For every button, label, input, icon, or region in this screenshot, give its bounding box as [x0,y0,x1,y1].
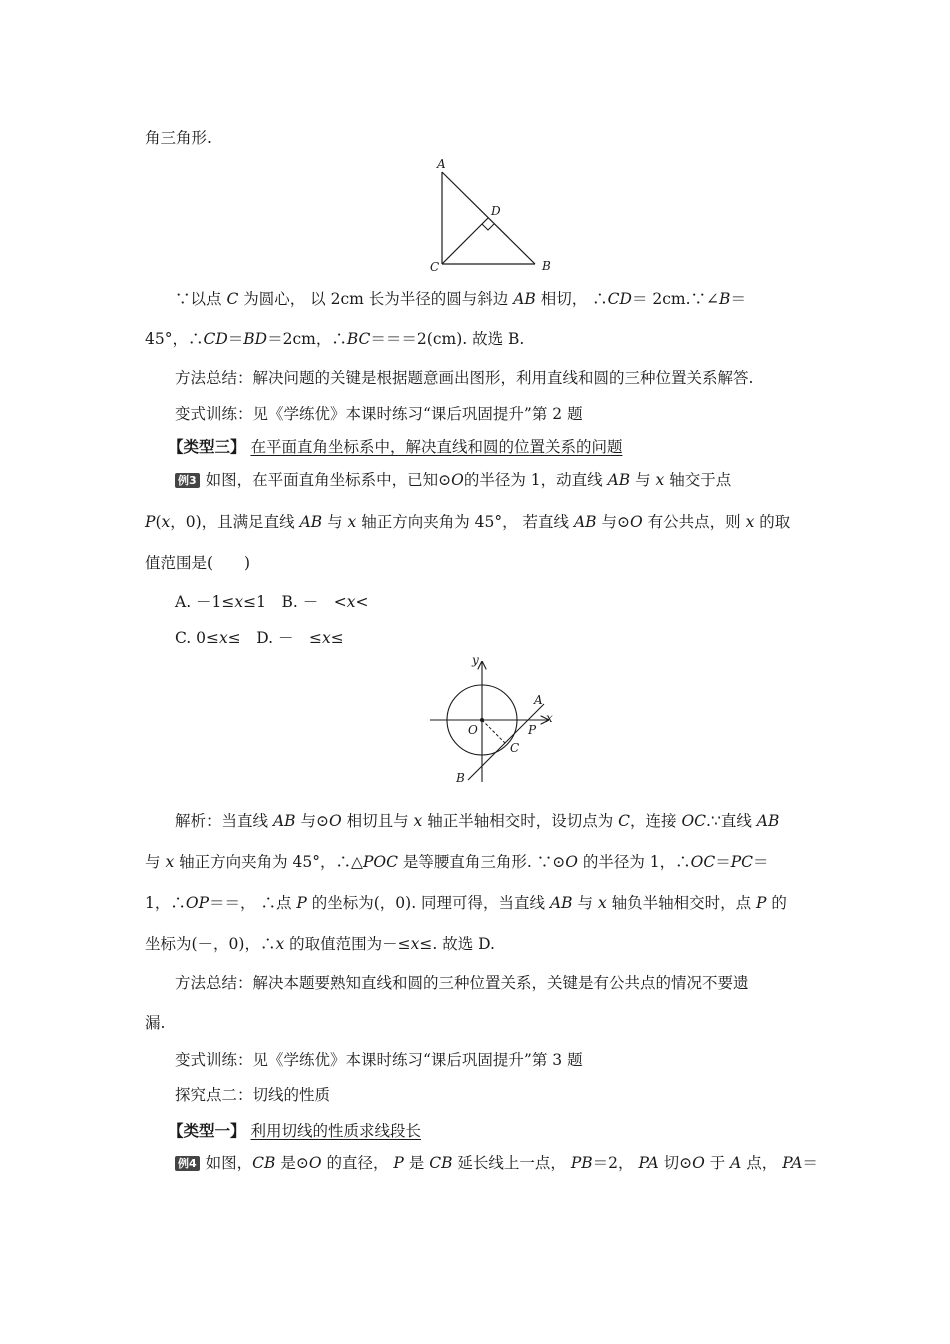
example-3-line: P(x，0)，且满足直线 AB 与 x 轴正方向夹角为 45°， 若直线 AB 与⊙O 有公共点，则 x 的取 [145,513,791,531]
type-heading: 【类型一】 利用切线的性质求线段长 [168,1121,421,1140]
label-C: C [430,260,440,274]
label-A: A [437,157,446,171]
type-heading: 【类型三】 在平面直角坐标系中，解决直线和圆的位置关系的问题 [168,437,623,456]
label-B: B [542,259,551,273]
label-P: P [528,723,537,737]
explore-point: 探究点二：切线的性质 [175,1086,331,1104]
analysis-line: 解析：当直线 AB 与⊙O 相切且与 x 轴正半轴相交时，设切点为 C，连接 OC.∵直线 AB [175,812,780,830]
solution-line: 45°，∴CD＝BD＝2cm，∴BC＝＝＝2(cm). 故选 B. [145,330,525,348]
variant-training: 变式训练：见《学练优》本课时练习“课后巩固提升”第 2 题 [175,405,583,423]
label-B: B [456,771,465,785]
solution-line: ∵以点 C 为圆心， 以 2cm 长为半径的圆与斜边 AB 相切， ∴CD＝ 2cm.∵∠B＝ [175,290,746,308]
analysis-line: 坐标为(－，0)，∴x 的取值范围为－≤x≤. 故选 D. [145,935,495,953]
label-A: A [534,693,543,707]
label-O: O [468,723,478,737]
label-x: x [546,711,553,725]
label-C: C [510,741,520,755]
text-line: 角三角形. [145,129,212,147]
options-ab: A. －1≤x≤1 B. － <x< [175,593,369,611]
example-3-line: 值范围是( ) [145,554,251,572]
analysis-line: 1，∴OP＝＝， ∴点 P 的坐标为(，0). 同理可得，当直线 AB 与 x 轴负半轴相交时，点 P 的 [145,894,787,912]
label-D: D [491,204,501,218]
method-summary: 方法总结：解决问题的关键是根据题意画出图形，利用直线和圆的三种位置关系解答. [175,369,754,387]
variant-training: 变式训练：见《学练优》本课时练习“课后巩固提升”第 3 题 [175,1051,583,1069]
method-summary: 方法总结：解决本题要熟知直线和圆的三种位置关系，关键是有公共点的情况不要遗 [175,974,749,992]
example-badge: 例3 [175,473,200,488]
options-cd: C. 0≤x≤ D. － ≤x≤ [175,629,344,647]
example-3-line: 例3 如图，在平面直角坐标系中，已知⊙O的半径为 1，动直线 AB 与 x 轴交于点 [175,470,731,490]
example-4-line: 例4 如图，CB 是⊙O 的直径， P 是 CB 延长线上一点， PB＝2， PA 切⊙O 于 A 点， PA＝ [175,1153,818,1173]
right-triangle-figure [420,150,560,280]
circle-coordinate-figure [420,652,565,790]
example-badge: 例4 [175,1156,200,1171]
label-y: y [472,653,479,667]
analysis-line: 与 x 轴正方向夹角为 45°，∴△POC 是等腰直角三角形. ∵⊙O 的半径为 1，∴OC＝PC＝ [145,853,769,871]
method-summary: 漏. [145,1014,166,1032]
